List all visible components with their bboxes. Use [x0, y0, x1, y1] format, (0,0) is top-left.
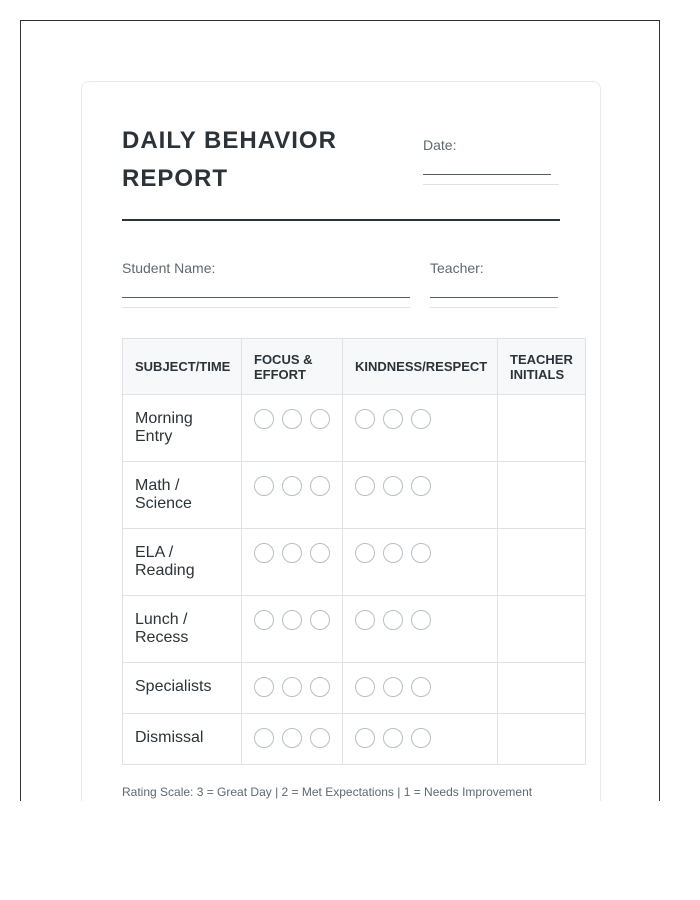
teacher-initials-cell[interactable] [498, 714, 586, 765]
kindness-rating-cell [343, 462, 498, 529]
focus-rating-cell [242, 596, 343, 663]
table-body [123, 395, 586, 765]
rating-circle[interactable] [310, 677, 330, 697]
table-row [123, 714, 586, 765]
rating-circle[interactable] [310, 409, 330, 429]
rating-scale-note: Rating Scale: 3 = Great Day | 2 = Met Expectations | 1 = Needs Improvement [122, 785, 533, 799]
focus-rating-group [242, 529, 342, 563]
focus-rating-cell [242, 529, 343, 596]
focus-rating-group [242, 462, 342, 496]
rating-circle[interactable] [282, 728, 302, 748]
rating-circle[interactable] [282, 409, 302, 429]
focus-rating-cell [242, 714, 343, 765]
student-name-label: Student Name: [122, 260, 216, 276]
focus-rating-cell [242, 663, 343, 714]
teacher-underline [430, 307, 558, 308]
kindness-rating-cell [343, 529, 498, 596]
rating-circle[interactable] [383, 543, 403, 563]
rating-circle[interactable] [282, 476, 302, 496]
rating-circle[interactable] [355, 409, 375, 429]
rating-circle[interactable] [411, 728, 431, 748]
kindness-rating-cell [343, 596, 498, 663]
rating-circle[interactable] [254, 728, 274, 748]
rating-circle[interactable] [355, 543, 375, 563]
rating-circle[interactable] [355, 728, 375, 748]
subject-cell [123, 596, 242, 663]
teacher-field[interactable] [430, 297, 558, 298]
rating-circle[interactable] [355, 610, 375, 630]
table-row [123, 462, 586, 529]
rating-circle[interactable] [254, 610, 274, 630]
subject-label: Dismissal [135, 729, 204, 746]
teacher-initials-cell[interactable] [498, 529, 586, 596]
subject-cell [123, 462, 242, 529]
subject-cell [123, 395, 242, 462]
rating-circle[interactable] [411, 543, 431, 563]
subject-label: Lunch / Recess [135, 611, 189, 646]
teacher-initials-cell[interactable] [498, 596, 586, 663]
rating-circle[interactable] [411, 610, 431, 630]
kindness-rating-group [343, 395, 497, 429]
focus-rating-group [242, 714, 342, 748]
date-field-underline [423, 184, 559, 185]
teacher-initials-cell[interactable] [498, 395, 586, 462]
rating-circle[interactable] [411, 476, 431, 496]
report-card [81, 81, 601, 801]
rating-circle[interactable] [411, 677, 431, 697]
rating-circle[interactable] [254, 677, 274, 697]
behavior-table [122, 338, 586, 765]
rating-circle[interactable] [254, 409, 274, 429]
subject-cell [123, 529, 242, 596]
date-field[interactable] [423, 174, 551, 175]
rating-circle[interactable] [254, 476, 274, 496]
focus-rating-group [242, 663, 342, 697]
subject-cell [123, 663, 242, 714]
kindness-rating-group [343, 596, 497, 630]
column-header-focus: FOCUS & EFFORT [242, 339, 343, 395]
report-title: DAILY BEHAVIOR REPORT [122, 127, 337, 192]
page-frame [20, 20, 660, 801]
rating-circle[interactable] [383, 677, 403, 697]
table-row [123, 395, 586, 462]
rating-circle[interactable] [383, 476, 403, 496]
rating-circle[interactable] [282, 610, 302, 630]
rating-circle[interactable] [383, 610, 403, 630]
rating-circle[interactable] [310, 543, 330, 563]
rating-circle[interactable] [310, 610, 330, 630]
teacher-initials-cell[interactable] [498, 663, 586, 714]
focus-rating-group [242, 395, 342, 429]
table-header-row [123, 339, 586, 395]
table-row [123, 596, 586, 663]
table-row [123, 529, 586, 596]
subject-label: ELA / Reading [135, 544, 195, 579]
title-divider [122, 219, 560, 221]
rating-circle[interactable] [383, 409, 403, 429]
teacher-initials-cell[interactable] [498, 462, 586, 529]
column-header-subject: SUBJECT/TIME [123, 339, 242, 395]
column-header-initials: TEACHER INITIALS [498, 339, 586, 395]
rating-circle[interactable] [355, 677, 375, 697]
kindness-rating-group [343, 663, 497, 697]
table-row [123, 663, 586, 714]
kindness-rating-cell [343, 663, 498, 714]
subject-label: Morning Entry [135, 410, 193, 445]
rating-circle[interactable] [282, 543, 302, 563]
kindness-rating-cell [343, 714, 498, 765]
rating-circle[interactable] [254, 543, 274, 563]
subject-label: Math / Science [135, 477, 192, 512]
kindness-rating-group [343, 714, 497, 748]
subject-cell [123, 714, 242, 765]
student-name-field[interactable] [122, 297, 410, 298]
focus-rating-cell [242, 462, 343, 529]
date-label: Date: [423, 137, 457, 153]
teacher-label: Teacher: [430, 260, 484, 276]
kindness-rating-cell [343, 395, 498, 462]
column-header-kindness: KINDNESS/RESPECT [343, 339, 498, 395]
kindness-rating-group [343, 529, 497, 563]
student-name-underline [122, 307, 410, 308]
focus-rating-group [242, 596, 342, 630]
rating-circle[interactable] [383, 728, 403, 748]
rating-circle[interactable] [310, 728, 330, 748]
subject-label: Specialists [135, 678, 212, 695]
rating-circle[interactable] [355, 476, 375, 496]
focus-rating-cell [242, 395, 343, 462]
rating-circle[interactable] [411, 409, 431, 429]
rating-circle[interactable] [310, 476, 330, 496]
kindness-rating-group [343, 462, 497, 496]
rating-circle[interactable] [282, 677, 302, 697]
